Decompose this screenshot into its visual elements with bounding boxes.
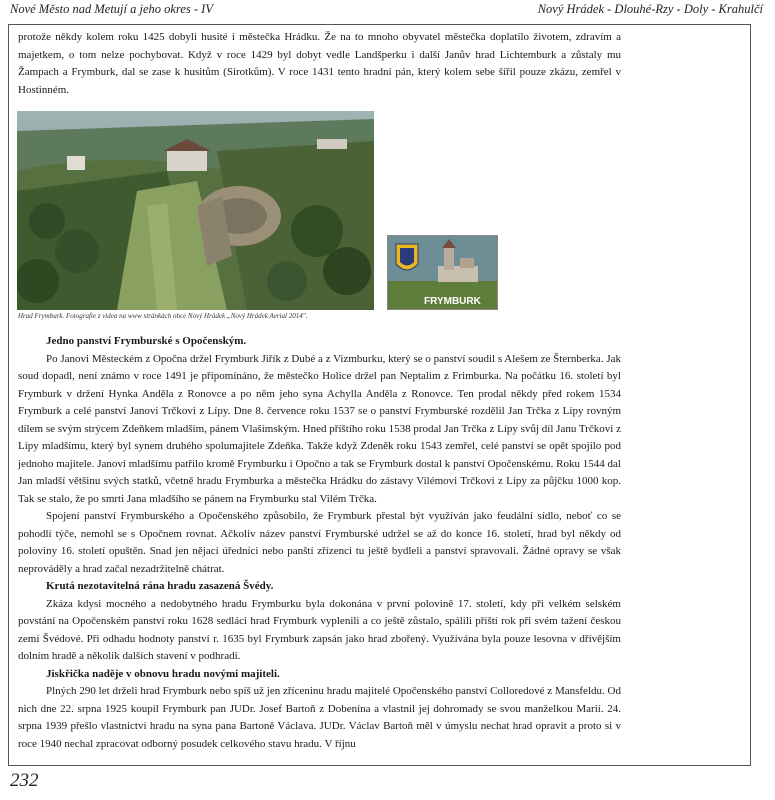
section-paragraph: Po Janovi Městeckém z Opočna držel Frymburk Jiřík z Dubé a z Vizmburku, který se o panství soudil s Alešem ze Šternberka. Jak soud dopadl, není známo v roce 1491 je připomínáno, že městečko Holice držel pan Neptalim z Frimburka. Na počátku 16. století byl Frymburk v držení Hynka Anděla z Ronovce a po něm jeho syna Achylla Anděla z Ronovce. Ten prodal někdy před rokem 1534 Frymburk a celé panství Janovi Trčkovi z Lípy. Dne 8. července roku 1537 se o panství Frymburské rozdělil Jan Trčka z Lípy rovným dílem se svým strýcem Zdeňkem mladším, pánem Vlašimským. Hned příštího roku 1538 prodal Jan Trčka z Lípy svůj díl Janu Trčkovi z Lípy mladšímu, který byl synem druhého spolumajitele Zdeňka. Takže když Zdeněk roku 1543 zemřel, celé panství se opět spojilo pod jednoho majitele. Janovi mladšímu patřilo kromě Frymburku i Opočno a tak se Frymburk dostal k panství Opočenskému. Roku 1544 dal Jan mladší většinu svých statků, včetně hradu Frymburka a městečka Hrádku do zástavy Vilémovi Trčkovi z Lípy za půjčku 1000 kop. Tak se stalo, že po smrti Jana mladšího se pánem na Frymburku stal Vilém Trčka. (18, 352, 621, 505)
intro-paragraph: protože někdy kolem roku 1425 dobyli husité i městečka Hrádku. Že na to mnoho obyvatel městečka doplatilo životem, zdravím a majetkem, o tom nelze pochybovat. Když v roce 1429 byl dobyt vedle Landšperku i další Janův hrad Lichtemburk a zůstaly mu Žampach a Frymburk, dal se zase k husitům (Sirotkům). V roce 1431 tento hradní pán, který kolem sebe šířil pouze zkázu, zemřel v Hostinném. (18, 31, 621, 96)
frymburk-emblem-image (387, 235, 498, 310)
section-heading: Krutá nezotavitelná rána hradu zasazená Švédy. (46, 580, 274, 592)
section-heading: Jedno panství Frymburské s Opočenským. (46, 335, 247, 347)
page-number: 232 (10, 770, 39, 791)
section-paragraph: Zkáza kdysi mocného a nedobytného hradu Frymburku byla dokonána v první polovině 17. století, kdy při velkém selském povstání na Opočenském panství roku 1628 sedláci hrad Frymburk vyplenili a co ještě zůstalo, spálili příští rok při svém tažení českou zemí Švédové. Při odhadu hodnoty panství r. 1635 byl Frymburk zapsán jako hrad zbořený. Využívána byla pouze lesovna v dřívějším dolním hradě a několik dalších stavení v podhradí. (18, 597, 621, 662)
section-heading: Jiskřička naděje v obnovu hradu novými majiteli. (46, 667, 280, 680)
emblem-label: FRYMBURK (424, 296, 481, 307)
section-paragraph: Plných 290 let drželi hrad Frymburk nebo spíš už jen zříceninu hradu majitelé Opočenského panství Colloredové z Mansfeldu. Od nich dne 22. srpna 1925 koupil Frymburk pan JUDr. Josef Bartoň z Dobenína a vlastnil jej dohromady se svou manželkou Marií. 24. srpna 1939 přešlo vlastnictví hradu na syna pana Bartoně Václava. JUDr. Václav Bartoň měl v úmyslu nechat hrad opravit a proto si v roce 1940 nechal zpracovat odborný posudek celkového stavu hradu. V říjnu (18, 685, 621, 750)
section-paragraph: Spojení panství Frymburského a Opočenského způsobilo, že Frymburk přestal být využíván jako feudální sídlo, neboť co se pohodlí týče, nemohl se s Opočnem rovnat. Ačkoliv název panství Frymburské udržel se až do konce 16. století, hrad byl někdy od poloviny 16. století opuštěn. Snad jen nějací úředníci nebo panští zřízenci tu ještě bydleli a panství spravovali. Žádné opravy se však neprováděly a hrad začal nezadržitelně chátrat. (18, 510, 621, 575)
running-header-left: Nové Město nad Metují a jeho okres - IV (10, 2, 213, 16)
photo-caption: Hrad Frymburk. Fotografie z videa na www stránkách obce Nový Hrádek „Nový Hrádek Aerial 2014". (18, 312, 308, 320)
castle-aerial-photo (17, 111, 374, 310)
running-header-right: Nový Hrádek - Dlouhé-Rzy - Doly - Krahulčí (537, 2, 763, 16)
main-text (18, 333, 621, 753)
